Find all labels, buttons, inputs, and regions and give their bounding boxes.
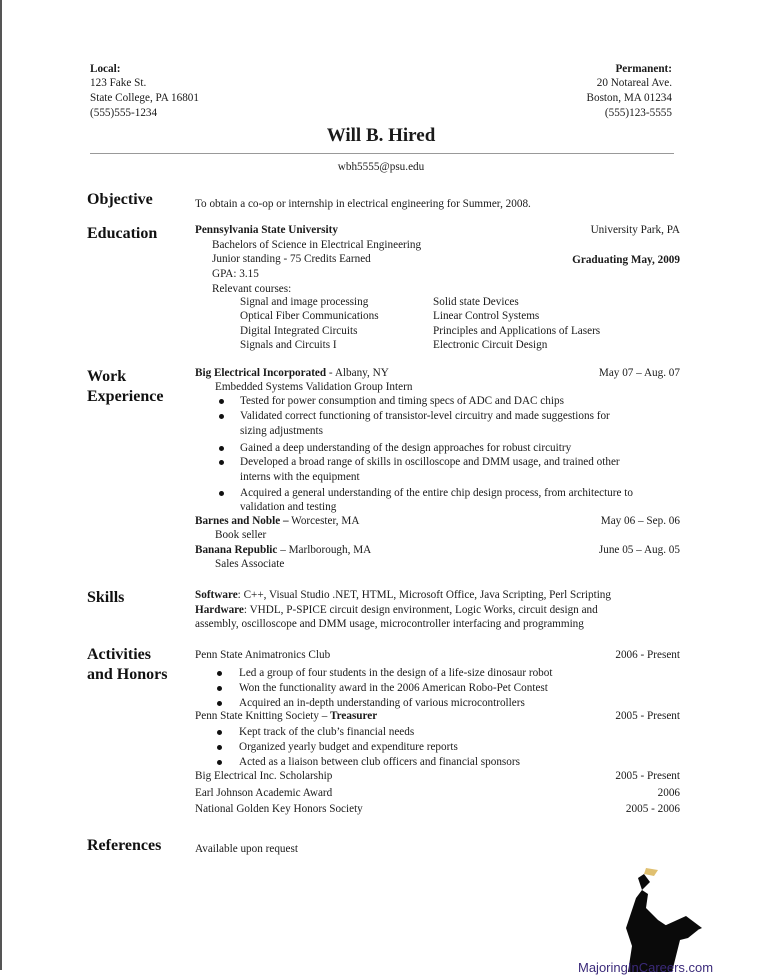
club1-bullet: Won the functionality award in the 2006 American Robo-Pet Contest (239, 682, 548, 694)
skills-heading: Skills (87, 589, 125, 606)
course-item: Signal and image processing (240, 296, 369, 308)
bullet-icon (219, 399, 224, 404)
local-address-line1: 123 Fake St. (90, 77, 147, 89)
job3-dates: June 05 – Aug. 05 (598, 544, 680, 556)
course-item: Optical Fiber Communications (240, 310, 379, 322)
club2-bullet: Organized yearly budget and expenditure reports (239, 741, 458, 753)
honor-name: Big Electrical Inc. Scholarship (195, 770, 333, 782)
bullet-icon (219, 460, 224, 465)
work-heading-line1: Work (87, 368, 127, 385)
club2-bullet: Kept track of the club’s financial needs (239, 726, 415, 738)
header-divider (90, 153, 674, 154)
job3-company: Banana Republic (195, 544, 278, 556)
activities-heading-line1: Activities (87, 646, 151, 663)
work-heading-line2: Experience (87, 388, 164, 405)
standing: Junior standing - 75 Credits Earned (212, 253, 371, 265)
bullet-icon (217, 745, 222, 750)
bullet-icon (217, 730, 222, 735)
club2-role: Treasurer (327, 710, 378, 722)
graduate-silhouette-icon (598, 868, 718, 972)
course-item: Signals and Circuits I (240, 339, 337, 351)
job2-dates: May 06 – Sep. 06 (600, 515, 680, 527)
honor-name: National Golden Key Honors Society (195, 803, 363, 815)
software-label: Software (195, 589, 238, 601)
graduation-date: Graduating May, 2009 (572, 254, 680, 266)
job3-role: Sales Associate (215, 558, 285, 570)
education-heading: Education (87, 225, 158, 242)
job1-bullet: Developed a broad range of skills in oscilloscope and DMM usage, and trained other (240, 456, 620, 468)
software-text: : C++, Visual Studio .NET, HTML, Microsoft Office, Java Scripting, Perl Scripting (237, 589, 611, 601)
hardware-label: Hardware (195, 604, 244, 616)
job1-header (195, 366, 389, 381)
course-item: Linear Control Systems (433, 310, 540, 322)
honor-dates: 2005 - 2006 (625, 803, 680, 815)
club1-dates: 2006 - Present (615, 649, 680, 661)
hardware-text: : VHDL, P-SPICE circuit design environment, Logic Works, circuit design and (243, 604, 598, 616)
local-phone: (555)555-1234 (90, 107, 158, 119)
permanent-address-line2: Boston, MA 01234 (586, 92, 672, 104)
bullet-icon (219, 414, 224, 419)
job1-bullet: Validated correct functioning of transistor-level circuitry and made suggestions for (240, 410, 610, 422)
club1-bullet: Led a group of four students in the design of a life-size dinosaur robot (239, 667, 553, 679)
job2-location: Worcester, MA (288, 515, 360, 527)
job1-bullet-continued: validation and testing (240, 501, 337, 513)
course-item: Principles and Applications of Lasers (433, 325, 601, 337)
permanent-phone: (555)123-5555 (604, 107, 672, 119)
references-heading: References (87, 837, 162, 854)
bullet-icon (217, 671, 222, 676)
honor-name: Earl Johnson Academic Award (195, 787, 333, 799)
course-item: Digital Integrated Circuits (240, 325, 358, 337)
job1-bullet: Acquired a general understanding of the entire chip design process, from architecture to (240, 487, 633, 499)
bullet-icon (217, 701, 222, 706)
hardware-skills (195, 603, 598, 618)
honor-dates: 2006 (657, 787, 680, 799)
bullet-icon (219, 491, 224, 496)
bullet-icon (217, 760, 222, 765)
school-name: Pennsylvania State University (195, 224, 338, 236)
permanent-label: Permanent: (615, 63, 672, 75)
job1-bullet: Gained a deep understanding of the design approaches for robust circuitry (240, 442, 572, 454)
software-skills (195, 588, 611, 603)
job2-company: Barnes and Noble – (195, 515, 289, 527)
objective-heading: Objective (87, 191, 153, 208)
hardware-text-continued: assembly, oscilloscope and DMM usage, microcontroller interfacing and programming (195, 618, 584, 630)
degree: Bachelors of Science in Electrical Engineering (212, 239, 422, 251)
local-label: Local: (90, 63, 121, 75)
honor-dates: 2005 - Present (615, 770, 680, 782)
course-item: Solid state Devices (433, 296, 519, 308)
club2-dates: 2005 - Present (615, 710, 680, 722)
job3-location: – Marlborough, MA (277, 544, 372, 556)
club2-bullet: Acted as a liaison between club officers and financial sponsors (239, 756, 520, 768)
references-text: Available upon request (195, 843, 298, 855)
job1-bullet-continued: sizing adjustments (240, 425, 323, 437)
email: wbh5555@psu.edu (337, 161, 425, 173)
activities-heading-line2: and Honors (87, 666, 168, 683)
school-location: University Park, PA (590, 224, 680, 236)
permanent-address-line1: 20 Notareal Ave. (596, 77, 672, 89)
job1-role: Embedded Systems Validation Group Intern (215, 381, 413, 393)
job1-location: - Albany, NY (326, 367, 389, 379)
club1-name: Penn State Animatronics Club (195, 649, 331, 661)
bullet-icon (219, 446, 224, 451)
candidate-name: Will B. Hired (326, 125, 436, 146)
club2-header (195, 709, 377, 724)
bullet-icon (217, 686, 222, 691)
courses-label: Relevant courses: (212, 283, 292, 295)
club2-name: Penn State Knitting Society – (195, 710, 328, 722)
course-item: Electronic Circuit Design (433, 339, 548, 351)
watermark-text: MajoringInCareers.com (578, 960, 714, 975)
job3-header (195, 543, 371, 558)
job1-bullet: Tested for power consumption and timing specs of ADC and DAC chips (240, 395, 564, 407)
objective-text: To obtain a co-op or internship in electrical engineering for Summer, 2008. (195, 198, 531, 210)
job1-company: Big Electrical Incorporated (195, 367, 327, 379)
local-address-line2: State College, PA 16801 (90, 92, 199, 104)
job1-bullet-continued: interns with the equipment (240, 471, 360, 483)
job2-header (195, 514, 359, 529)
job2-role: Book seller (215, 529, 267, 541)
club1-bullet: Acquired an in-depth understanding of various microcontrollers (239, 697, 525, 709)
job1-dates: May 07 – Aug. 07 (598, 367, 680, 379)
gpa: GPA: 3.15 (212, 268, 259, 280)
